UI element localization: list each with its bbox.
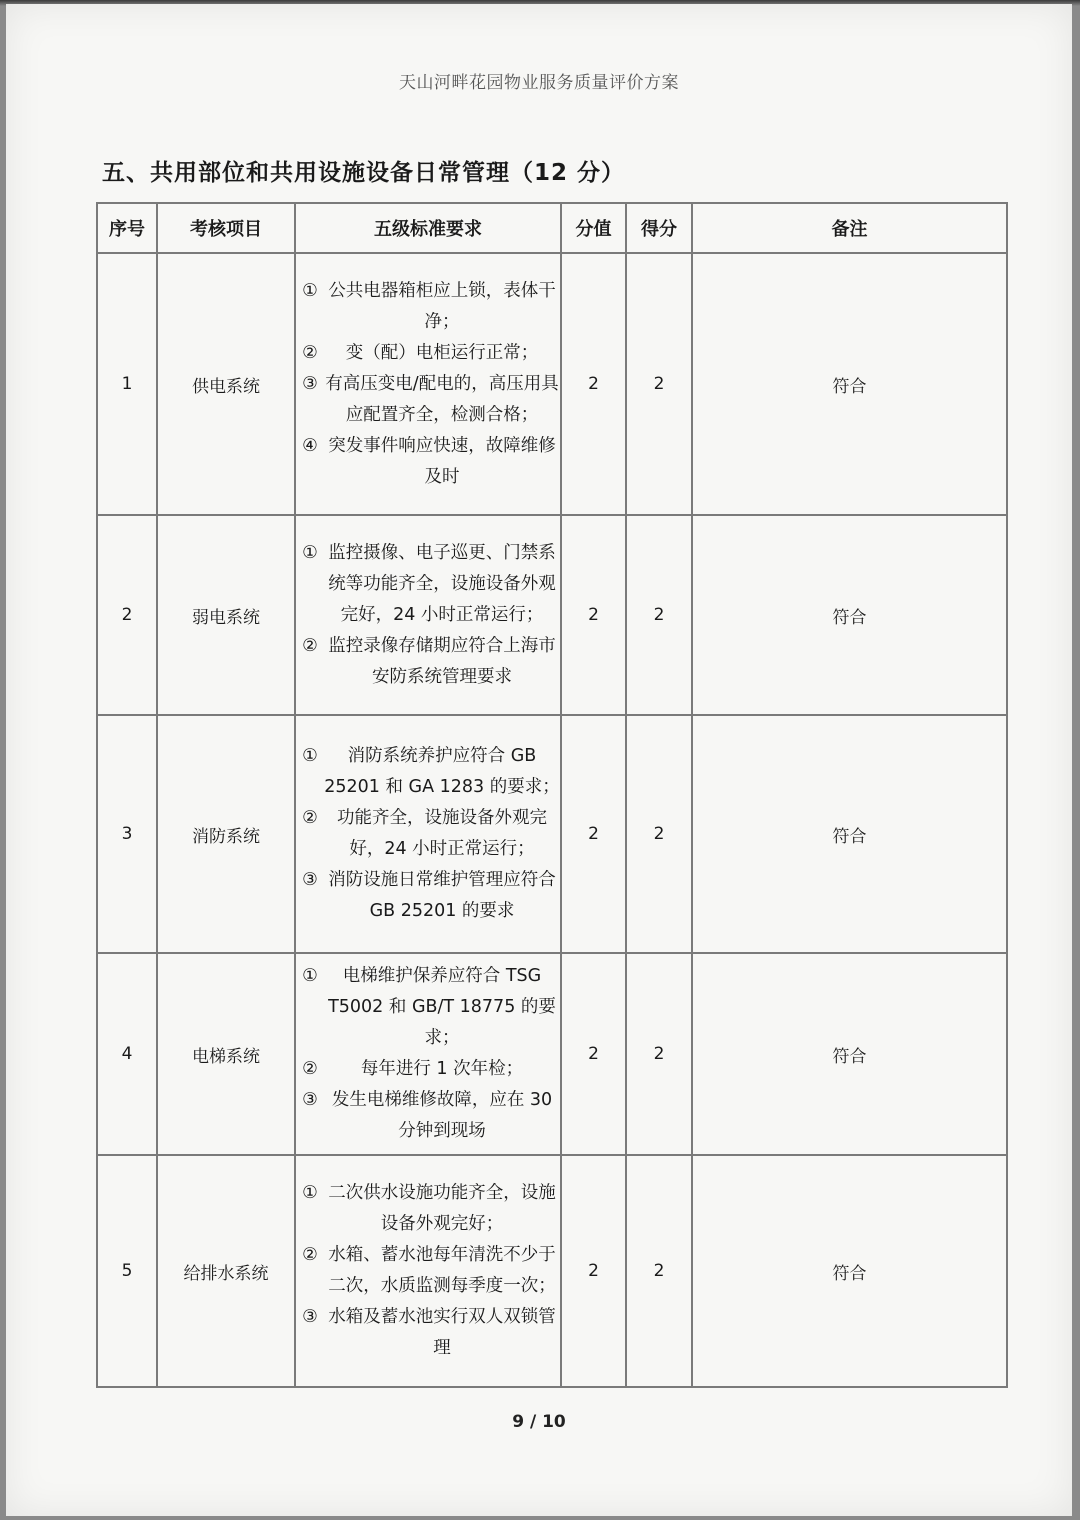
requirement-text: 消防设施日常维护管理应符合 GB 25201 的要求 [328,870,556,921]
item-cell: 弱电系统 [157,515,295,715]
requirement-item [296,741,560,803]
requirement-number: ① [302,1183,318,1203]
requirement-item [296,1054,560,1085]
row-number-cell: 3 [97,715,157,953]
requirement-item [296,369,560,431]
requirement-number: ① [302,280,318,301]
requirement-item [296,431,560,493]
column-header: 五级标准要求 [295,203,561,253]
table-row [97,515,1007,715]
row-number-cell: 1 [97,253,157,515]
column-header: 备注 [692,203,1007,253]
requirement-number: ① [302,542,318,563]
requirement-number: ① [302,746,318,766]
requirement-text: 功能齐全，设施设备外观完好，24 小时正常运行； [337,808,547,859]
requirement-item [296,538,560,631]
item-cell: 消防系统 [157,715,295,953]
requirement-item [296,1085,560,1147]
requirement-text: 二次供水设施功能齐全，设施设备外观完好； [328,1183,556,1234]
requirement-item [296,631,560,693]
row-number-cell: 5 [97,1155,157,1387]
requirement-text: 有高压变电/配电的，高压用具应配置齐全，检测合格； [325,373,559,425]
requirement-text: 电梯维护保养应符合 TSG T5002 和 GB/T 18775 的要求； [328,966,556,1048]
table-header-row [97,203,1007,253]
requirement-number: ② [302,342,318,363]
requirement-number: ③ [302,373,318,394]
remark-cell: 符合 [692,715,1007,953]
column-header: 考核项目 [157,203,295,253]
requirement-text: 变（配）电柜运行正常； [345,342,539,363]
section-title: 五、共用部位和共用设施设备日常管理（12 分） [102,160,626,186]
score-got-cell: 2 [626,1155,692,1387]
column-header: 分值 [561,203,626,253]
requirement-text: 水箱及蓄水池实行双人双锁管理 [328,1307,556,1358]
requirement-item [296,1178,560,1240]
requirement-number: ② [302,1245,318,1265]
column-header: 序号 [97,203,157,253]
requirement-text: 监控摄像、电子巡更、门禁系统等功能齐全，设施设备外观完好，24 小时正常运行； [328,542,556,625]
remark-cell: 符合 [692,1155,1007,1387]
score-got-cell: 2 [626,515,692,715]
score-got-cell: 2 [626,953,692,1155]
requirement-item [296,1302,560,1364]
requirements-cell [295,1155,561,1387]
requirement-number: ② [302,808,318,828]
requirement-item [296,803,560,865]
requirement-text: 突发事件响应快速，故障维修及时 [328,435,556,487]
requirement-text: 公共电器箱柜应上锁，表体干净； [328,280,556,332]
row-number-cell: 2 [97,515,157,715]
table-row [97,1155,1007,1387]
requirement-text: 消防系统养护应符合 GB 25201 和 GA 1283 的要求； [324,746,560,797]
score-got-cell: 2 [626,715,692,953]
requirement-text: 每年进行 1 次年检； [360,1059,524,1079]
column-header: 得分 [626,203,692,253]
requirement-number: ③ [302,1090,318,1110]
requirement-number: ② [302,635,318,656]
requirement-number: ④ [302,435,318,456]
requirements-cell [295,715,561,953]
document-page [6,4,1072,1516]
item-cell: 给排水系统 [157,1155,295,1387]
requirement-number: ③ [302,870,318,890]
requirements-cell [295,253,561,515]
requirement-item [296,276,560,338]
requirement-item [296,338,560,369]
requirements-cell [295,515,561,715]
requirement-item [296,1240,560,1302]
remark-cell: 符合 [692,253,1007,515]
item-cell: 电梯系统 [157,953,295,1155]
requirement-number: ② [302,1059,318,1079]
score-value-cell: 2 [561,1155,626,1387]
requirement-number: ① [302,966,318,986]
requirement-item [296,961,560,1054]
remark-cell: 符合 [692,953,1007,1155]
table-row [97,953,1007,1155]
remark-cell: 符合 [692,515,1007,715]
requirement-number: ③ [302,1307,318,1327]
requirement-text: 水箱、蓄水池每年清洗不少于二次，水质监测每季度一次； [328,1245,556,1296]
score-value-cell: 2 [561,515,626,715]
row-number-cell: 4 [97,953,157,1155]
running-header: 天山河畔花园物业服务质量评价方案 [399,73,679,93]
score-value-cell: 2 [561,953,626,1155]
evaluation-table [96,202,1008,1388]
item-cell: 供电系统 [157,253,295,515]
page-number: 9 / 10 [512,1412,566,1432]
requirement-text: 发生电梯维修故障，应在 30 分钟到现场 [331,1090,553,1141]
score-value-cell: 2 [561,715,626,953]
score-value-cell: 2 [561,253,626,515]
requirement-text: 监控录像存储期应符合上海市安防系统管理要求 [328,635,556,687]
table-row [97,715,1007,953]
table-row [97,253,1007,515]
requirement-item [296,865,560,927]
score-got-cell: 2 [626,253,692,515]
requirements-cell [295,953,561,1155]
